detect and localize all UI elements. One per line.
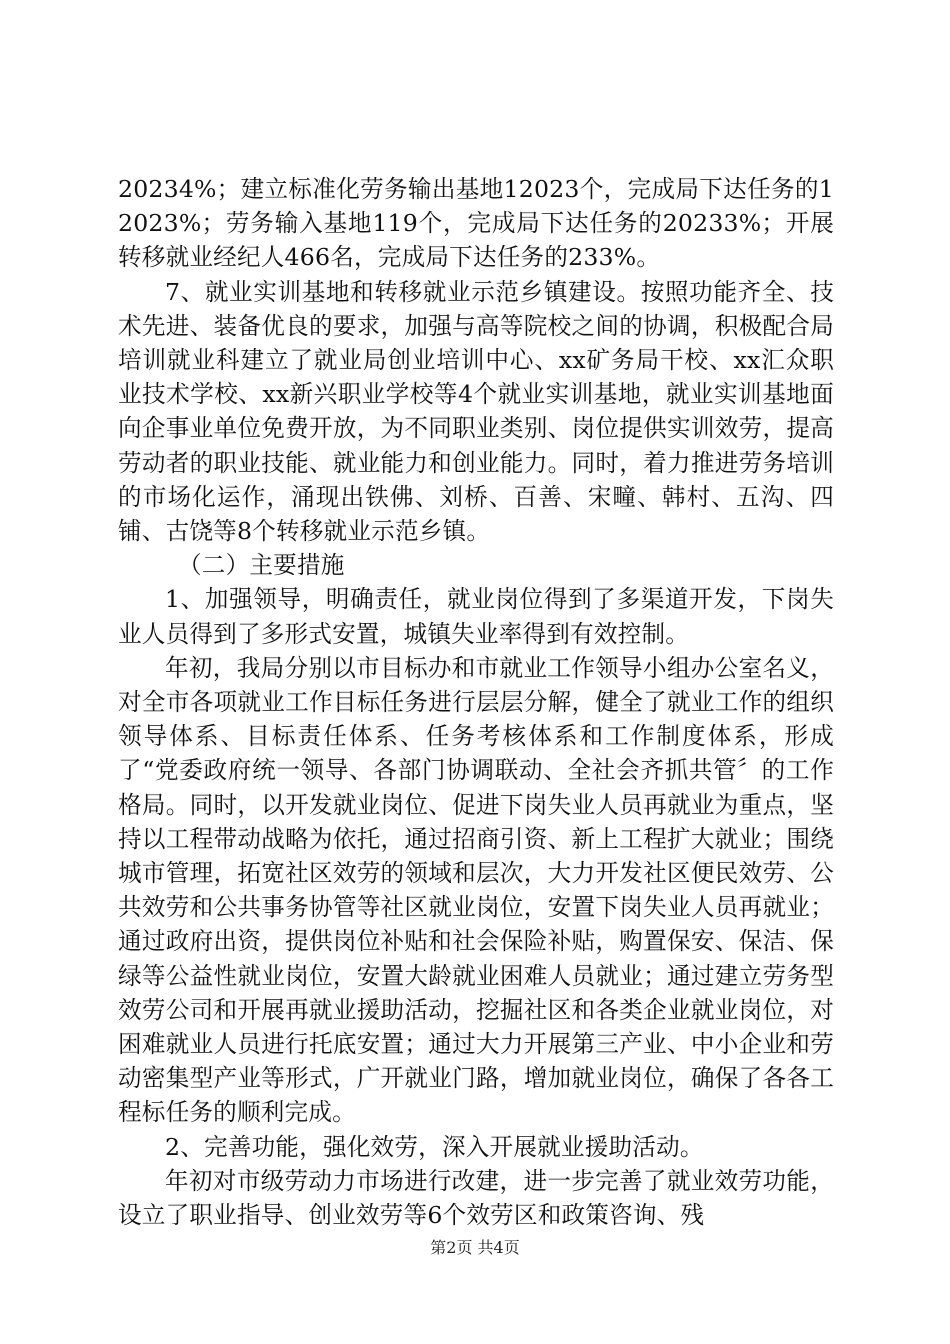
paragraph-measure-1-body: 年初，我局分别以市目标办和市就业工作领导小组办公室名义，对全市各项就业工作目标任务进行层层分解，健全了就业工作的组织领导体系、目标责任体系、任务考核体系和工作制度体系，形成了“党委政府统一领导、各部门协调联动、全社会齐抓共管〞的工作格局。同时，以开发就业岗位、促进下岗失业人员再就业为重点，坚持以工程带动战略为依托，通过招商引资、新上工程扩大就业；围绕城市管理，拓宽社区效劳的领域和层次，大力开发社区便民效劳、公共效劳和公共事务协管等社区就业岗位，安置下岗失业人员再就业；通过政府出资，提供岗位补贴和社会保险补贴，购置保安、保洁、保绿等公益性就业岗位，安置大龄就业困难人员就业；通过建立劳务型效劳公司和开展再就业援助活动，挖掘社区和各类企业就业岗位，对困难就业人员进行托底安置；通过大力开展第三产业、中小企业和劳动密集型产业等形式，广开就业门路，增加就业岗位，确保了各各工程标任务的顺利完成。 [118, 653, 834, 1127]
paragraph-statistics-continued: 20234%；建立标准化劳务输出基地12023个，完成局下达任务的12023%；劳务输入基地119个，完成局下达任务的20233%；开展转移就业经纪人466名，完成局下达任务的233%。 [118, 175, 834, 272]
paragraph-measure-2-title: 2、完善功能，强化效劳，深入开展就业援助活动。 [165, 1132, 704, 1161]
page-number-footer: 第2页 共4页 [430, 1238, 520, 1257]
paragraph-measure-1-title: 1、加强领导，明确责任，就业岗位得到了多渠道开发，下岗失业人员得到了多形式安置，城镇失业率得到有效控制。 [118, 585, 834, 648]
paragraph-training-bases: 7、就业实训基地和转移就业示范乡镇建设。按照功能齐全、技术先进、装备优良的要求，加强与高等院校之间的协调，积极配合局培训就业科建立了就业局创业培训中心、xx矿务局干校、xx汇众职业技术学校、xx新兴职业学校等4个就业实训基地，就业实训基地面向企事业单位免费开放，为不同职业类别、岗位提供实训效劳，提高劳动者的职业技能、就业能力和创业能力。同时，着力推进劳务培训的市场化运作，涌现出铁佛、刘桥、百善、宋疃、韩村、五沟、四铺、古饶等8个转移就业示范乡镇。 [118, 277, 834, 546]
section-heading-main-measures: （二）主要措施 [178, 551, 345, 580]
document-body [118, 172, 834, 1232]
paragraph-measure-2-body: 年初对市级劳动力市场进行改建，进一步完善了就业效劳功能，设立了职业指导、创业效劳等6个效劳区和政策咨询、残 [118, 1166, 834, 1230]
